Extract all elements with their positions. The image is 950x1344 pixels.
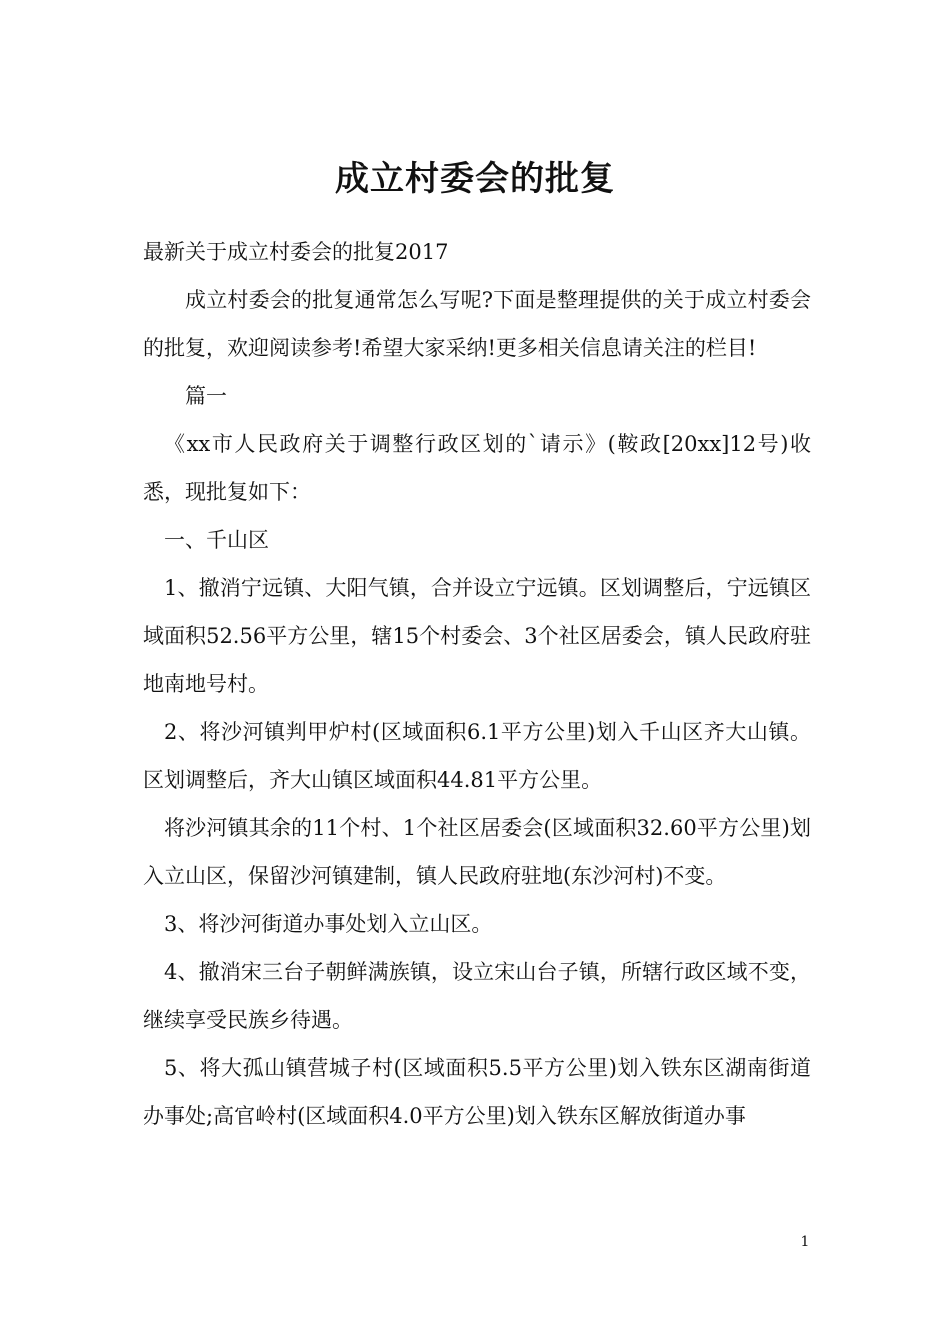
district-heading: 一、千山区: [164, 528, 269, 552]
subtitle-paragraph: 最新关于成立村委会的批复2017: [143, 240, 449, 264]
body-paragraph: 1、撤消宁远镇、大阳气镇，合并设立宁远镇。区划调整后，宁远镇区域面积52.56平方公里，辖15个村委会、3个社区居委会，镇人民政府驻地南地号村。: [143, 576, 811, 696]
body-paragraph: 3、将沙河街道办事处划入立山区。: [164, 912, 493, 936]
section-heading: 篇一: [185, 384, 227, 408]
intro-paragraph: 成立村委会的批复通常怎么写呢?下面是整理提供的关于成立村委会的批复，欢迎阅读参考!希望大家采纳!更多相关信息请关注的栏目!: [143, 288, 811, 360]
body-paragraph: 5、将大孤山镇营城子村(区域面积5.5平方公里)划入铁东区湖南街道办事处;高官岭村(区域面积4.0平方公里)划入铁东区解放街道办事: [143, 1056, 811, 1128]
body-paragraph: 将沙河镇其余的11个村、1个社区居委会(区域面积32.60平方公里)划入立山区，保留沙河镇建制，镇人民政府驻地(东沙河村)不变。: [143, 816, 811, 888]
document-body: [143, 228, 811, 1140]
body-paragraph: 2、将沙河镇判甲炉村(区域面积6.1平方公里)划入千山区齐大山镇。区划调整后，齐大山镇区域面积44.81平方公里。: [143, 720, 811, 792]
body-paragraph: 《xx市人民政府关于调整行政区划的`请示》(鞍政[20xx]12号)收悉，现批复如下：: [143, 432, 811, 504]
page-number: 1: [800, 1234, 810, 1250]
document-title: 成立村委会的批复: [335, 158, 615, 199]
body-paragraph: 4、撤消宋三台子朝鲜满族镇，设立宋山台子镇，所辖行政区域不变，继续享受民族乡待遇。: [143, 960, 811, 1032]
